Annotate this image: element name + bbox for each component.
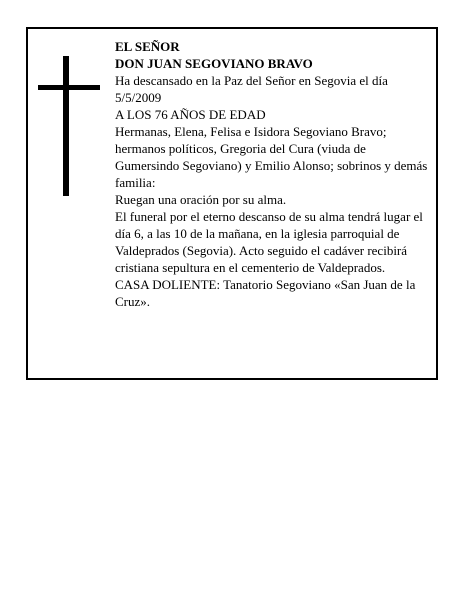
obituary-text [115,38,431,310]
funeral-details: El funeral por el eterno descanso de su alma tendrá lugar el día 6, a las 10 de la mañana, en la iglesia parroquial de Valdeprados (Segovia). Acto seguido el cadáver recibirá cristiana sepultura en el cementerio de Valdeprados. [115,209,423,275]
title-line-1: EL SEÑOR [115,39,180,54]
cross-horizontal-bar [38,85,100,90]
age-line: A LOS 76 AÑOS DE EDAD [115,107,266,122]
death-info: Ha descansado en la Paz del Señor en Segovia el día 5/5/2009 [115,73,388,105]
cross-icon [38,56,100,196]
deceased-name: DON JUAN SEGOVIANO BRAVO [115,56,313,71]
cross-vertical-bar [63,56,69,196]
prayer-request: Ruegan una oración por su alma. [115,192,287,207]
casa-doliente: CASA DOLIENTE: Tanatorio Segoviano «San Juan de la Cruz». [115,277,416,309]
family-list: Hermanas, Elena, Felisa e Isidora Segoviano Bravo; hermanos políticos, Gregoria del Cura (viuda de Gumersindo Segoviano) y Emilio Alonso; sobrinos y demás familia: [115,124,428,190]
